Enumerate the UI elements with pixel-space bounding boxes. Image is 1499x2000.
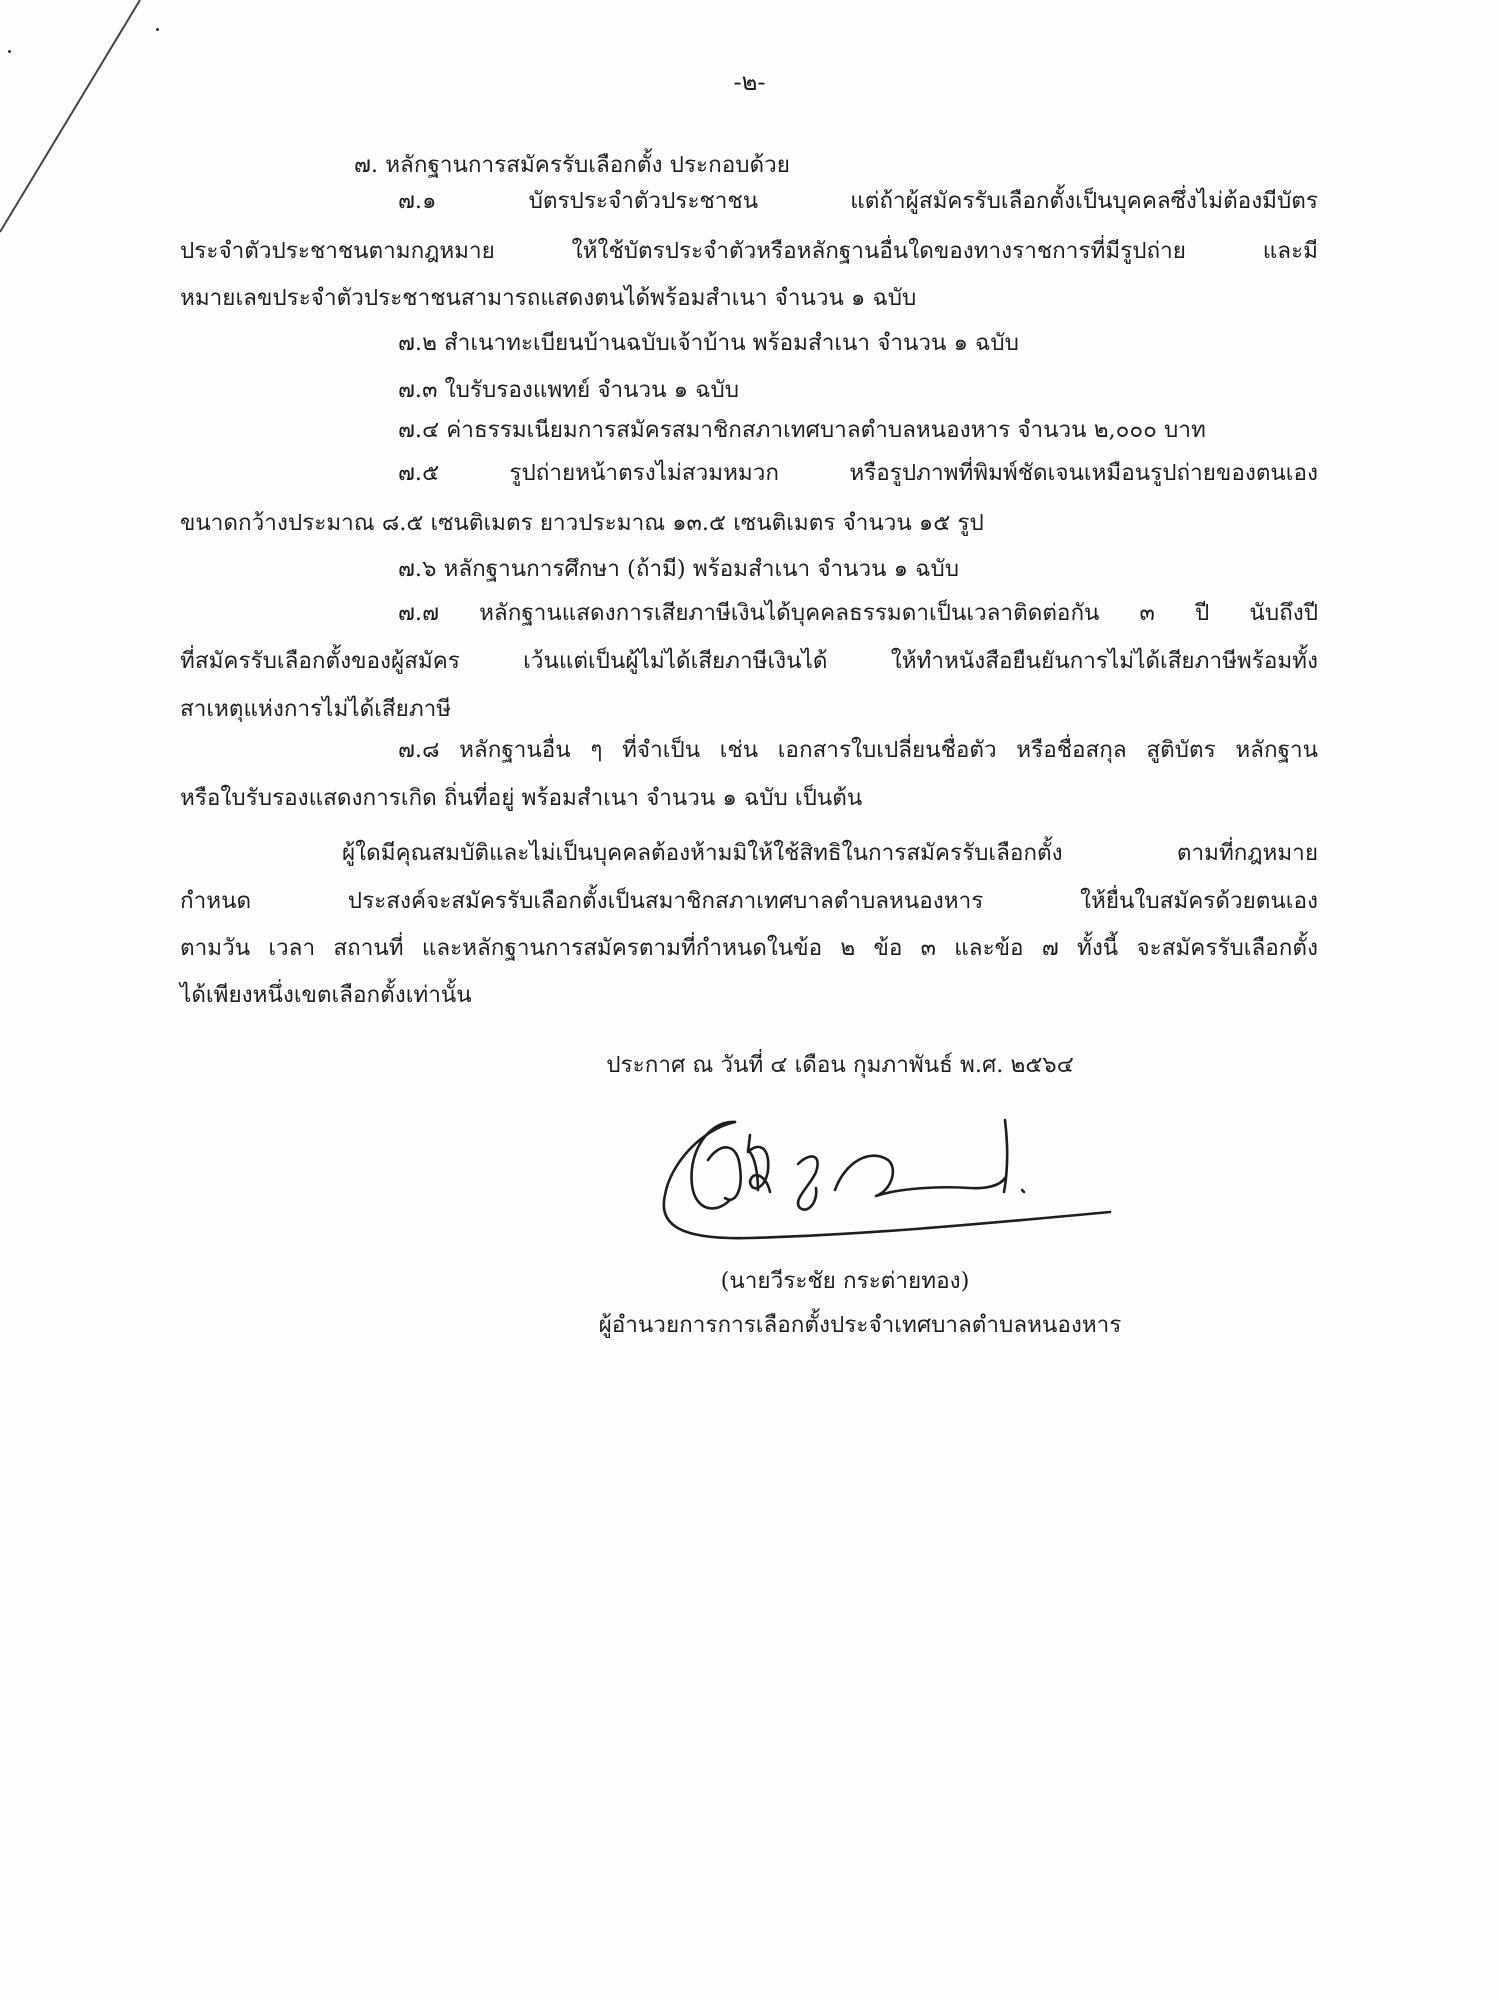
item-7-5-line-2: ขนาดกว้างประมาณ ๘.๕ เซนติเมตร ยาวประมาณ ๑๓.๕ เซนติเมตร จำนวน ๑๕ รูป xyxy=(180,510,984,536)
item-7-2: ๗.๒ สำเนาทะเบียนบ้านฉบับเจ้าบ้าน พร้อมสำเนา จำนวน ๑ ฉบับ xyxy=(398,330,1019,356)
item-7-7-line-3: สาเหตุแห่งการไม่ได้เสียภาษี xyxy=(180,696,452,722)
item-7-8-line-1: ๗.๘ หลักฐานอื่น ๆ ที่จำเป็น เช่น เอกสารใบเปลี่ยนชื่อตัว หรือชื่อสกุล สูติบัตร หลักฐาน xyxy=(398,737,1318,763)
scan-artifact-line xyxy=(0,0,170,240)
item-7-5-line-1: ๗.๕ รูปถ่ายหน้าตรงไม่สวมหมวก หรือรูปภาพที่พิมพ์ชัดเจนเหมือนรูปถ่ายของตนเอง xyxy=(398,460,1318,486)
item-7-heading: ๗. หลักฐานการสมัครรับเลือกตั้ง ประกอบด้วย xyxy=(354,152,790,178)
scan-artifact-dot xyxy=(156,28,159,31)
announcement-date: ประกาศ ณ วันที่ ๔ เดือน กุมภาพันธ์ พ.ศ. ๒๕๖๔ xyxy=(606,1052,1074,1078)
signer-title: ผู้อำนวยการการเลือกตั้งประจำเทศบาลตำบลหนองหาร xyxy=(598,1312,1122,1338)
item-7-6: ๗.๖ หลักฐานการศึกษา (ถ้ามี) พร้อมสำเนา จำนวน ๑ ฉบับ xyxy=(398,556,960,582)
scan-artifact-dot xyxy=(8,50,11,53)
item-7-7-line-2: ที่สมัครรับเลือกตั้งของผู้สมัคร เว้นแต่เป็นผู้ไม่ได้เสียภาษีเงินได้ ให้ทำหนังสือยืนยันการไม่ได้เสียภาษีพร้อมทั้ง xyxy=(180,648,1318,674)
item-7-1-line-1: ๗.๑ บัตรประจำตัวประชาชน แต่ถ้าผู้สมัครรับเลือกตั้งเป็นบุคคลซึ่งไม่ต้องมีบัตร xyxy=(398,188,1318,214)
closing-paragraph-line-2: กำหนด ประสงค์จะสมัครรับเลือกตั้งเป็นสมาชิกสภาเทศบาลตำบลหนองหาร ให้ยื่นใบสมัครด้วยตนเอง xyxy=(180,888,1318,914)
closing-paragraph-line-1: ผู้ใดมีคุณสมบัติและไม่เป็นบุคคลต้องห้ามมิให้ใช้สิทธิในการสมัครรับเลือกตั้ง ตามที่กฎหมาย xyxy=(342,840,1318,866)
item-7-8-line-2: หรือใบรับรองแสดงการเกิด ถิ่นที่อยู่ พร้อมสำเนา จำนวน ๑ ฉบับ เป็นต้น xyxy=(180,785,863,811)
item-7-1-line-2: ประจำตัวประชาชนตามกฎหมาย ให้ใช้บัตรประจำตัวหรือหลักฐานอื่นใดของทางราชการที่มีรูปถ่าย และมี xyxy=(180,238,1318,264)
closing-paragraph-line-4: ได้เพียงหนึ่งเขตเลือกตั้งเท่านั้น xyxy=(180,982,472,1008)
closing-paragraph-line-3: ตามวัน เวลา สถานที่ และหลักฐานการสมัครตามที่กำหนดในข้อ ๒ ข้อ ๓ และข้อ ๗ ทั้งนี้ จะสมัครรับเลือกตั้ง xyxy=(180,935,1318,961)
item-7-3: ๗.๓ ใบรับรองแพทย์ จำนวน ๑ ฉบับ xyxy=(398,377,740,403)
item-7-7-line-1: ๗.๗ หลักฐานแสดงการเสียภาษีเงินได้บุคคลธรรมดาเป็นเวลาติดต่อกัน ๓ ปี นับถึงปี xyxy=(398,600,1318,626)
signer-name: (นายวีระชัย กระต่ายทอง) xyxy=(720,1268,970,1294)
page-number: -๒- xyxy=(733,68,766,96)
handwritten-signature xyxy=(640,1090,1120,1260)
item-7-1-line-3: หมายเลขประจำตัวประชาชนสามารถแสดงตนได้พร้อมสำเนา จำนวน ๑ ฉบับ xyxy=(180,285,917,311)
item-7-4: ๗.๔ ค่าธรรมเนียมการสมัครสมาชิกสภาเทศบาลตำบลหนองหาร จำนวน ๒,๐๐๐ บาท xyxy=(398,417,1206,443)
